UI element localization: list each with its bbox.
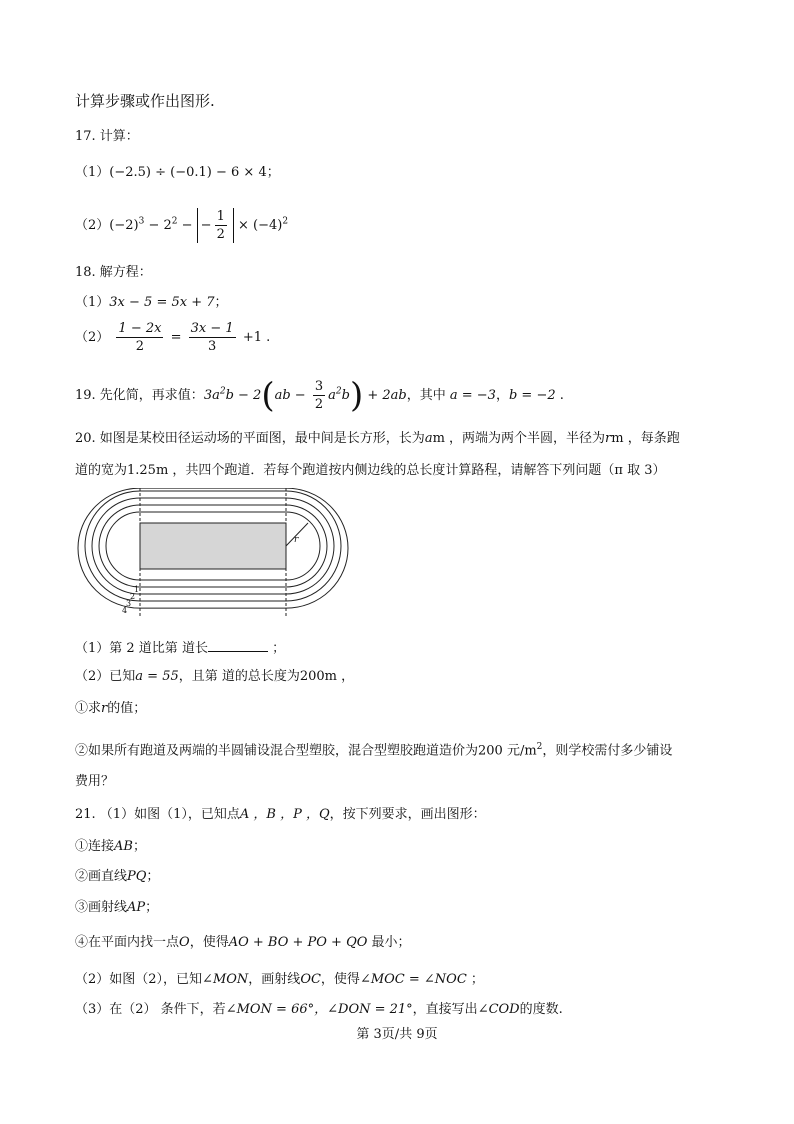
q21-line1: 21. （1）如图（1），已知点A ，B ，P ，Q，按下列要求，画出图形：	[75, 807, 486, 822]
q21-sub3: ③画射线AP；	[75, 900, 159, 915]
intro-text: 计算步骤或作出图形.	[75, 92, 215, 110]
q21-part2: （2）如图（2），已知∠MON，画射线OC，使得∠MOC = ∠NOC ；	[75, 972, 484, 987]
radius-label: r	[294, 535, 299, 545]
q20-part1: （1）第 2 道比第 道长 ；	[75, 637, 285, 658]
q20-part2: （2）已知a = 55，且第 道的总长度为200m ，	[75, 669, 355, 684]
lane-number-2: 2	[130, 592, 136, 601]
q20-sub2-cont: 费用？	[75, 774, 115, 789]
q21-sub4: ④在平面内找一点O，使得AO + BO + PO + QO 最小；	[75, 935, 411, 950]
q20-line2: 道的宽为1.25m ，共四个跑道．若每个跑道按内侧边线的总长度计算路程，请解答下列问题（π 取 3）	[75, 463, 666, 478]
q17-title: 17. 计算：	[75, 129, 139, 144]
q19-text: 19. 先化简，再求值：$3a^2b - 2(ab$ − $\frac{3}{2}$ $a^2b) + 2ab$，其中 a = −3，b = −2 .	[75, 375, 564, 416]
q21-part3: （3）在（2） 条件下，若∠MON = 66°，∠DON = 21°，直接写出∠COD的度数.	[75, 1002, 563, 1017]
lane-number-3: 3	[126, 599, 132, 608]
q21-sub1: ①连接AB；	[75, 839, 146, 854]
q18-title: 18. 解方程：	[75, 265, 152, 280]
center-rectangle	[140, 523, 286, 569]
q21-sub2: ②画直线PQ；	[75, 869, 160, 884]
running-track-figure	[68, 488, 368, 628]
page-footer: 第 3页/共 9页	[356, 1027, 438, 1042]
answer-blank[interactable]	[208, 637, 268, 652]
q20-sub1: ①求r的值；	[75, 701, 147, 716]
q20-line1: 20. 如图是某校田径运动场的平面图，最中间是长方形，长为am ，两端为两个半圆，半径为rm ，每条跑	[75, 431, 680, 446]
q18-part1: （1）3x − 5 = 5x + 7；	[75, 295, 228, 310]
q17-part2: $(2)(-2)^3 - 2^2$ − − $\frac{1}{2}$ × $(-4)^2$	[75, 209, 289, 242]
lane-number-4: 4	[122, 606, 128, 615]
lane-number-1: 1	[134, 585, 140, 594]
q20-sub2: ②如果所有跑道及两端的半圆铺设混合型塑胶，混合型塑胶跑道造价为200 元$/m^2$，则学校需付多少铺设	[75, 742, 673, 759]
q18-part2: （2） $\frac{1 - 2x}{2}$ = $\frac{3x - 1}{3}$ +1 .	[75, 321, 271, 354]
q17-part1: （1）(−2.5) ÷ (−0.1) − 6 × 4；	[75, 165, 280, 180]
